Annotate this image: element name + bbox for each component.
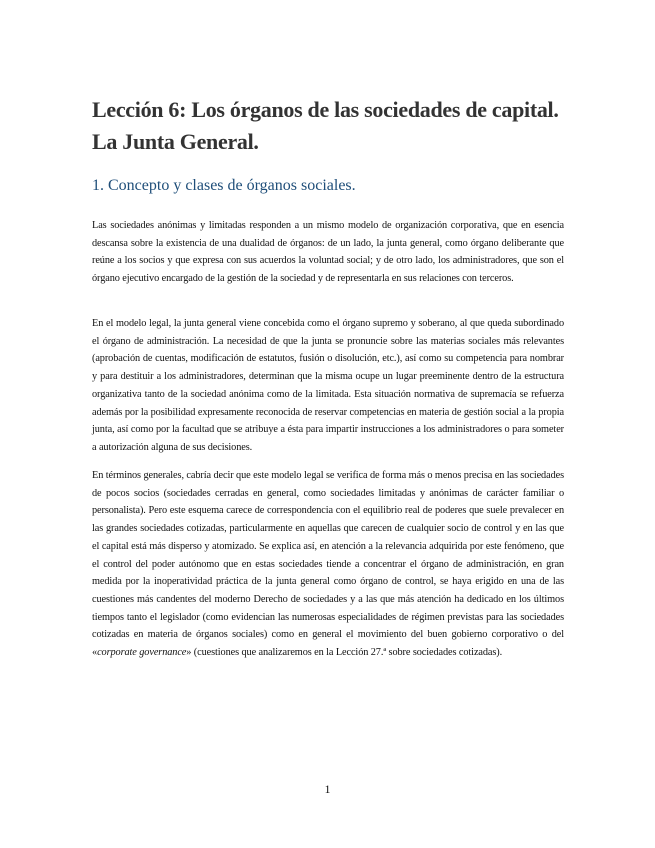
title-line-1: Lección 6: Los órganos de las sociedades de capital. — [92, 97, 559, 122]
paragraph-3-text-a: En términos generales, cabría decir que este modelo legal se verifica de forma más o menos precisa en las sociedades de pocos socios (sociedades cerradas en general, como sociedades limitadas y anónimas de carácter familiar o personalista). Pero este esquema carece de correspondencia con el equilibrio real de poderes que suele prevalecer en las grandes sociedades cotizadas, particularmente en aquellas que carecen de cualquier socio de control y en las que el capital está más disperso y atomizado. Se explica así, en atención a la relevancia adquirida por este fenómeno, que el control del poder autónomo que en estas sociedades tiende a concentrar el órgano de administración, en gran medida por la inoperatividad práctica de la junta general como órgano de control, se haya erigido en una de las cuestiones más candentes del moderno Derecho de sociedades y a las que más atención ha dedicado en los últimos tiempos tanto el legislador (como evidencian las numerosas especialidades de régimen previstas para las sociedades cotizadas en materia de órganos sociales) como en general el movimiento del buen gobierno corporativo o del « — [92, 470, 564, 659]
document-title — [92, 94, 592, 158]
page-number: 1 — [324, 782, 331, 796]
section-heading: 1. Concepto y clases de órganos sociales. — [92, 177, 356, 194]
paragraph-3-text-b: » (cuestiones que analizaremos en la Lección 27.ª sobre sociedades cotizadas). — [186, 647, 503, 659]
paragraph-2: En el modelo legal, la junta general viene concebida como el órgano supremo y soberano, al que queda subordinado el órgano de administración. La necesidad de que la junta se pronuncie sobre las materias sociales más relevantes (aprobación de cuentas, modificación de estatutos, fusión o disolución, etc.), así como su competencia para nombrar y para destituir a los administradores, determinan que la misma ocupe un lugar preeminente dentro de la estructura organizativa tanto de la sociedad anónima como de la limitada. Esta situación normativa de supremacía se refuerza además por la posibilidad expresamente reconocida de reservar competencias en materia de gestión social a la propia junta, así como por la facultad que se atribuye a ésta para impartir instrucciones a los administradores o para someter a autorización alguna de sus decisiones. — [92, 318, 564, 453]
title-line-2: La Junta General. — [92, 129, 259, 154]
paragraph-1: Las sociedades anónimas y limitadas responden a un mismo modelo de organización corporativa, que en esencia descansa sobre la existencia de una dualidad de órganos: de un lado, la junta general, como órgano deliberante que reúne a los socios y que expresa con sus acuerdos la voluntad social; y de otro lado, los administradores, que son el órgano ejecutivo encargado de la gestión de la sociedad y de representarla en sus relaciones con terceros. — [92, 220, 564, 285]
paragraph-3 — [92, 467, 564, 662]
paragraph-3-italic-term: corporate governance — [97, 647, 187, 659]
